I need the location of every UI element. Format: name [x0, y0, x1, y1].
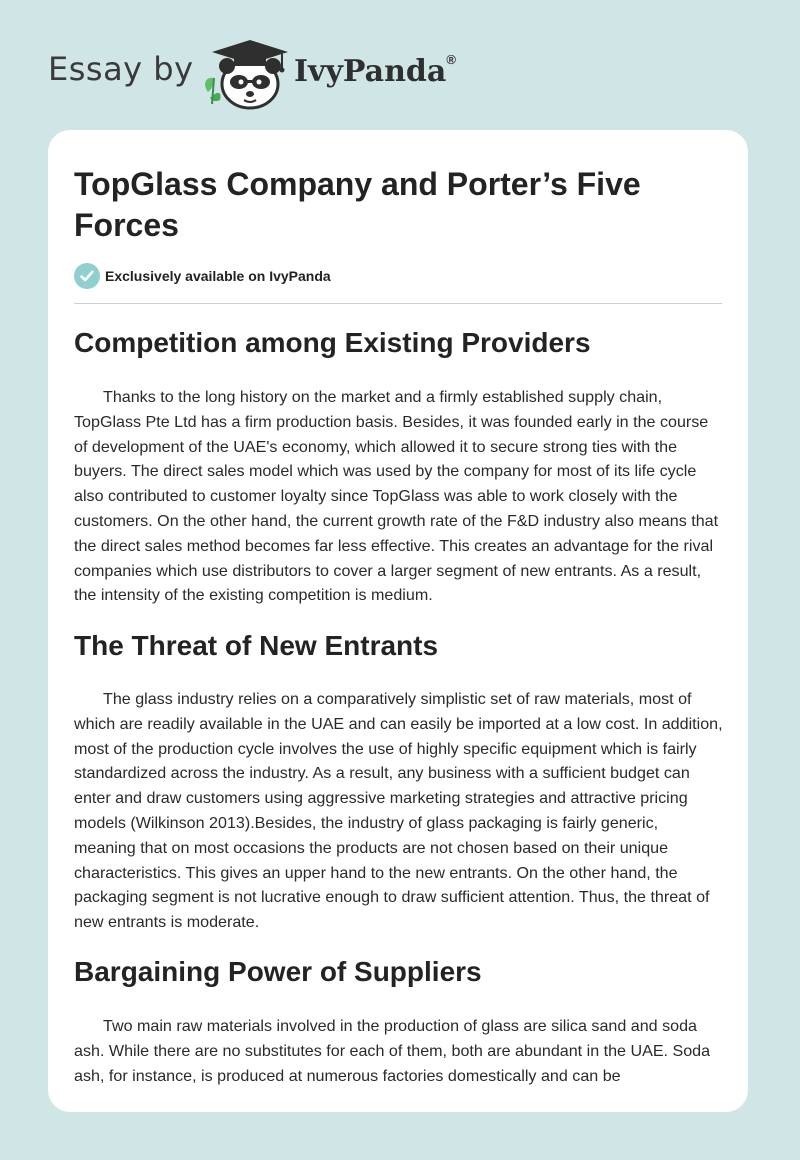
brand-logo-text[interactable]	[294, 54, 456, 89]
section-paragraph-suppliers: Two main raw materials involved in the production of glass are silica sand and soda ash. While there are no substitutes for each of them, both are abundant in the UAE. Soda ash, for instance, is produced at numerous factories domestically and can be	[74, 1017, 711, 1085]
section-heading-suppliers: Bargaining Power of Suppliers	[74, 956, 482, 987]
registered-mark: ®	[446, 52, 456, 67]
section-paragraph-competition: Thanks to the long history on the market and a firmly established supply chain, TopGlass Pte Ltd has a firm production basis. Besides, it was founded early in the course of development of the UAE's economy, which allowed it to secure strong ties with the buyers. The direct sales model which was used by the company for most of its life cycle also contributed to customer loyalty since TopGlass was able to work closely with the customers. On the other hand, the current growth rate of the F&D industry also means that the direct sales method becomes far less effective. This creates an advantage for the rival companies which use distributors to cover a larger segment of new entrants. As a result, the intensity of the existing competition is medium.	[74, 388, 719, 605]
site-header	[0, 0, 800, 120]
section-heading-competition: Competition among Existing Providers	[74, 327, 591, 358]
title-divider	[74, 303, 722, 304]
essay-by-label: Essay by	[48, 50, 194, 88]
check-circle-icon	[74, 263, 100, 289]
panda-logo-icon[interactable]	[200, 34, 290, 110]
exclusive-badge-label: Exclusively available on IvyPanda	[105, 268, 331, 284]
exclusive-badge	[74, 263, 331, 289]
article-card	[48, 130, 748, 1112]
article-title: TopGlass Company and Porter’s Five Forces	[74, 166, 641, 243]
section-paragraph-new-entrants: The glass industry relies on a comparatively simplistic set of raw materials, most of which are readily available in the UAE and can easily be imported at a low cost. In addition, most of the production cycle involves the use of highly specific equipment which is fairly standardized across the industry. As a result, any business with a sufficient budget can enter and draw customers using aggressive marketing strategies and attractive pricing models (Wilkinson 2013).Besides, the industry of glass packaging is fairly generic, meaning that on most occasions the products are not chosen based on their unique characteristics. This gives an upper hand to the new entrants. On the other hand, the packaging segment is not lucrative enough to draw sufficient attention. Thus, the threat of new entrants is moderate.	[74, 690, 723, 932]
section-heading-new-entrants: The Threat of New Entrants	[74, 630, 439, 661]
brand-name: IvyPanda	[294, 54, 447, 89]
